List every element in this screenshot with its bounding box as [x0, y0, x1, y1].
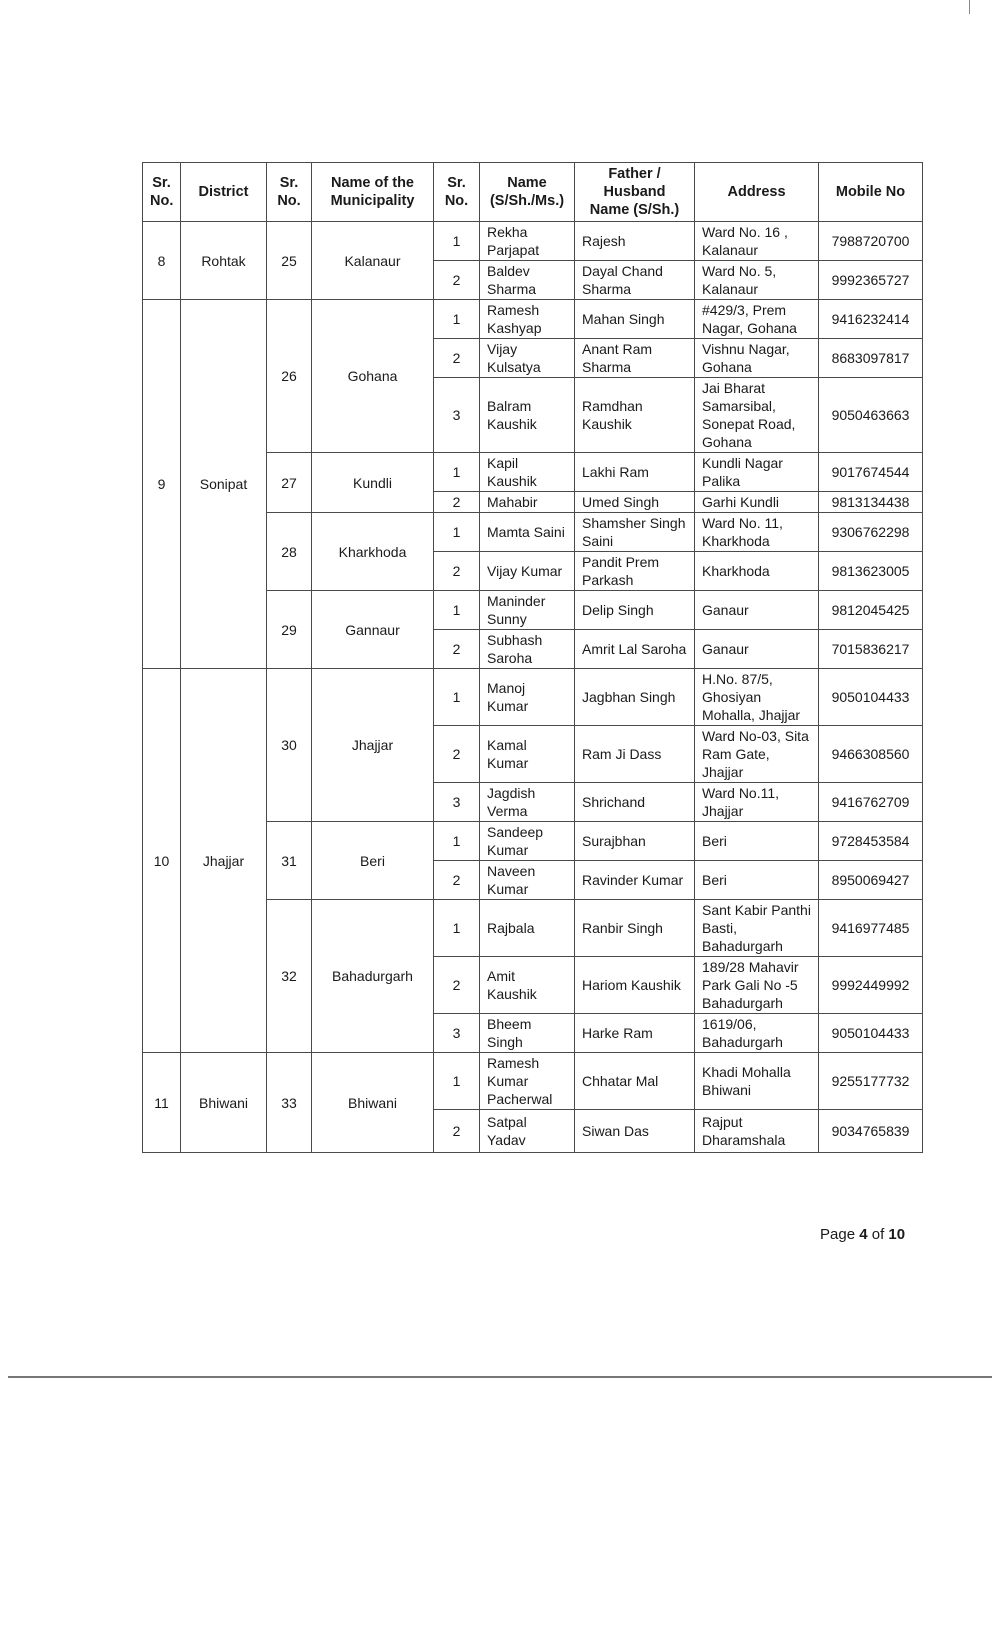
member-name: Rajbala — [480, 900, 575, 957]
mobile-number: 9255177732 — [819, 1053, 923, 1110]
district-sr-no: 9 — [143, 300, 181, 669]
member-name: Amit Kaushik — [480, 957, 575, 1014]
member-sr-no: 2 — [434, 261, 480, 300]
member-address: Kharkhoda — [695, 552, 819, 591]
mobile-number: 9306762298 — [819, 513, 923, 552]
member-address: Beri — [695, 861, 819, 900]
father-husband-name: Shamsher Singh Saini — [575, 513, 695, 552]
member-address: 1619/06, Bahadurgarh — [695, 1014, 819, 1053]
member-address: Ward No-03, Sita Ram Gate, Jhajjar — [695, 726, 819, 783]
district-name: Sonipat — [181, 300, 267, 669]
header-district: District — [181, 163, 267, 222]
member-sr-no: 2 — [434, 957, 480, 1014]
district-sr-no: 8 — [143, 222, 181, 300]
member-address: Vishnu Nagar, Gohana — [695, 339, 819, 378]
father-husband-name: Umed Singh — [575, 492, 695, 513]
father-husband-name: Ranbir Singh — [575, 900, 695, 957]
municipality-name: Bahadurgarh — [312, 900, 434, 1053]
member-name: Kamal Kumar — [480, 726, 575, 783]
member-name: Ramesh Kashyap — [480, 300, 575, 339]
father-husband-name: Pandit Prem Parkash — [575, 552, 695, 591]
member-address: #429/3, Prem Nagar, Gohana — [695, 300, 819, 339]
mobile-number: 9466308560 — [819, 726, 923, 783]
member-sr-no: 3 — [434, 783, 480, 822]
member-address: Sant Kabir Panthi Basti, Bahadurgarh — [695, 900, 819, 957]
member-address: Ganaur — [695, 591, 819, 630]
member-sr-no: 1 — [434, 822, 480, 861]
mobile-number: 9017674544 — [819, 453, 923, 492]
header-father-husband-name: Father / Husband Name (S/Sh.) — [575, 163, 695, 222]
mobile-number: 9416762709 — [819, 783, 923, 822]
mobile-number: 9992449992 — [819, 957, 923, 1014]
page-word: Page — [820, 1226, 856, 1243]
member-sr-no: 2 — [434, 552, 480, 591]
municipality-name: Gannaur — [312, 591, 434, 669]
total-pages: 10 — [888, 1226, 906, 1243]
member-table — [142, 162, 923, 1153]
header-row — [143, 163, 923, 222]
municipality-name: Gohana — [312, 300, 434, 453]
mobile-number: 9416232414 — [819, 300, 923, 339]
municipality-sr-no: 26 — [267, 300, 312, 453]
member-name: Bheem Singh — [480, 1014, 575, 1053]
district-name: Jhajjar — [181, 669, 267, 1053]
member-name: Balram Kaushik — [480, 378, 575, 453]
table-row — [143, 1053, 923, 1110]
header-member-sr-no: Sr. No. — [434, 163, 480, 222]
mobile-number: 9813134438 — [819, 492, 923, 513]
member-sr-no: 3 — [434, 378, 480, 453]
district-name: Rohtak — [181, 222, 267, 300]
of-word: of — [871, 1226, 885, 1243]
member-sr-no: 2 — [434, 726, 480, 783]
municipality-sr-no: 28 — [267, 513, 312, 591]
father-husband-name: Lakhi Ram — [575, 453, 695, 492]
municipality-name: Bhiwani — [312, 1053, 434, 1153]
father-husband-name: Shrichand — [575, 783, 695, 822]
mobile-number: 9728453584 — [819, 822, 923, 861]
father-husband-name: Mahan Singh — [575, 300, 695, 339]
father-husband-name: Dayal Chand Sharma — [575, 261, 695, 300]
member-address: Ganaur — [695, 630, 819, 669]
father-husband-name: Hariom Kaushik — [575, 957, 695, 1014]
father-husband-name: Chhatar Mal — [575, 1053, 695, 1110]
member-address: Khadi Mohalla Bhiwani — [695, 1053, 819, 1110]
member-name: Vijay Kumar — [480, 552, 575, 591]
district-sr-no: 11 — [143, 1053, 181, 1153]
father-husband-name: Delip Singh — [575, 591, 695, 630]
member-address: 189/28 Mahavir Park Gali No -5 Bahadurgarh — [695, 957, 819, 1014]
mobile-number: 9034765839 — [819, 1110, 923, 1153]
scan-edge-mark — [969, 0, 970, 14]
municipality-sr-no: 30 — [267, 669, 312, 822]
page-number — [820, 1226, 905, 1243]
member-sr-no: 1 — [434, 900, 480, 957]
member-sr-no: 2 — [434, 492, 480, 513]
member-sr-no: 1 — [434, 513, 480, 552]
member-address: Ward No. 5, Kalanaur — [695, 261, 819, 300]
member-sr-no: 1 — [434, 669, 480, 726]
member-name: Satpal Yadav — [480, 1110, 575, 1153]
current-page: 4 — [859, 1226, 868, 1243]
header-municipality-name: Name of the Municipality — [312, 163, 434, 222]
member-name: Mamta Saini — [480, 513, 575, 552]
member-address: Jai Bharat Samarsibal, Sonepat Road, Gohana — [695, 378, 819, 453]
member-name: Rekha Parjapat — [480, 222, 575, 261]
father-husband-name: Amrit Lal Saroha — [575, 630, 695, 669]
mobile-number: 7988720700 — [819, 222, 923, 261]
member-sr-no: 1 — [434, 222, 480, 261]
member-sr-no: 3 — [434, 1014, 480, 1053]
father-husband-name: Jagbhan Singh — [575, 669, 695, 726]
page-bottom-rule — [8, 1376, 992, 1378]
member-sr-no: 1 — [434, 453, 480, 492]
member-name: Mahabir — [480, 492, 575, 513]
member-address: Garhi Kundli — [695, 492, 819, 513]
municipality-sr-no: 31 — [267, 822, 312, 900]
table-row — [143, 669, 923, 726]
member-sr-no: 1 — [434, 591, 480, 630]
municipality-name: Beri — [312, 822, 434, 900]
member-sr-no: 2 — [434, 630, 480, 669]
member-name: Manoj Kumar — [480, 669, 575, 726]
mobile-number: 9812045425 — [819, 591, 923, 630]
header-member-name: Name (S/Sh./Ms.) — [480, 163, 575, 222]
header-mobile-no: Mobile No — [819, 163, 923, 222]
municipality-sr-no: 32 — [267, 900, 312, 1053]
district-name: Bhiwani — [181, 1053, 267, 1153]
father-husband-name: Ram Ji Dass — [575, 726, 695, 783]
municipality-sr-no: 29 — [267, 591, 312, 669]
mobile-number: 7015836217 — [819, 630, 923, 669]
municipality-sr-no: 25 — [267, 222, 312, 300]
mobile-number: 9992365727 — [819, 261, 923, 300]
father-husband-name: Ramdhan Kaushik — [575, 378, 695, 453]
mobile-number: 8683097817 — [819, 339, 923, 378]
member-sr-no: 1 — [434, 1053, 480, 1110]
father-husband-name: Harke Ram — [575, 1014, 695, 1053]
member-address: Beri — [695, 822, 819, 861]
member-sr-no: 2 — [434, 339, 480, 378]
mobile-number: 9050104433 — [819, 1014, 923, 1053]
table-row — [143, 300, 923, 339]
member-address: Ward No. 16 , Kalanaur — [695, 222, 819, 261]
mobile-number: 9050463663 — [819, 378, 923, 453]
father-husband-name: Anant Ram Sharma — [575, 339, 695, 378]
header-address: Address — [695, 163, 819, 222]
municipality-name: Jhajjar — [312, 669, 434, 822]
municipality-sr-no: 27 — [267, 453, 312, 513]
header-municipality-sr-no: Sr. No. — [267, 163, 312, 222]
member-address: Ward No.11, Jhajjar — [695, 783, 819, 822]
member-name: Maninder Sunny — [480, 591, 575, 630]
mobile-number: 9416977485 — [819, 900, 923, 957]
member-sr-no: 2 — [434, 861, 480, 900]
father-husband-name: Surajbhan — [575, 822, 695, 861]
mobile-number: 9813623005 — [819, 552, 923, 591]
member-name: Kapil Kaushik — [480, 453, 575, 492]
father-husband-name: Rajesh — [575, 222, 695, 261]
member-address: Rajput Dharamshala — [695, 1110, 819, 1153]
district-sr-no: 10 — [143, 669, 181, 1053]
member-name: Naveen Kumar — [480, 861, 575, 900]
municipality-name: Kundli — [312, 453, 434, 513]
member-name: Baldev Sharma — [480, 261, 575, 300]
municipality-name: Kharkhoda — [312, 513, 434, 591]
mobile-number: 8950069427 — [819, 861, 923, 900]
member-sr-no: 1 — [434, 300, 480, 339]
header-district-sr-no: Sr. No. — [143, 163, 181, 222]
member-address: Kundli Nagar Palika — [695, 453, 819, 492]
mobile-number: 9050104433 — [819, 669, 923, 726]
municipality-sr-no: 33 — [267, 1053, 312, 1153]
member-name: Subhash Saroha — [480, 630, 575, 669]
father-husband-name: Siwan Das — [575, 1110, 695, 1153]
member-address: H.No. 87/5, Ghosiyan Mohalla, Jhajjar — [695, 669, 819, 726]
member-name: Ramesh Kumar Pacherwal — [480, 1053, 575, 1110]
member-name: Vijay Kulsatya — [480, 339, 575, 378]
father-husband-name: Ravinder Kumar — [575, 861, 695, 900]
municipality-name: Kalanaur — [312, 222, 434, 300]
table-body — [143, 222, 923, 1153]
member-name: Jagdish Verma — [480, 783, 575, 822]
member-address: Ward No. 11, Kharkhoda — [695, 513, 819, 552]
member-name: Sandeep Kumar — [480, 822, 575, 861]
table-row — [143, 222, 923, 261]
member-sr-no: 2 — [434, 1110, 480, 1153]
